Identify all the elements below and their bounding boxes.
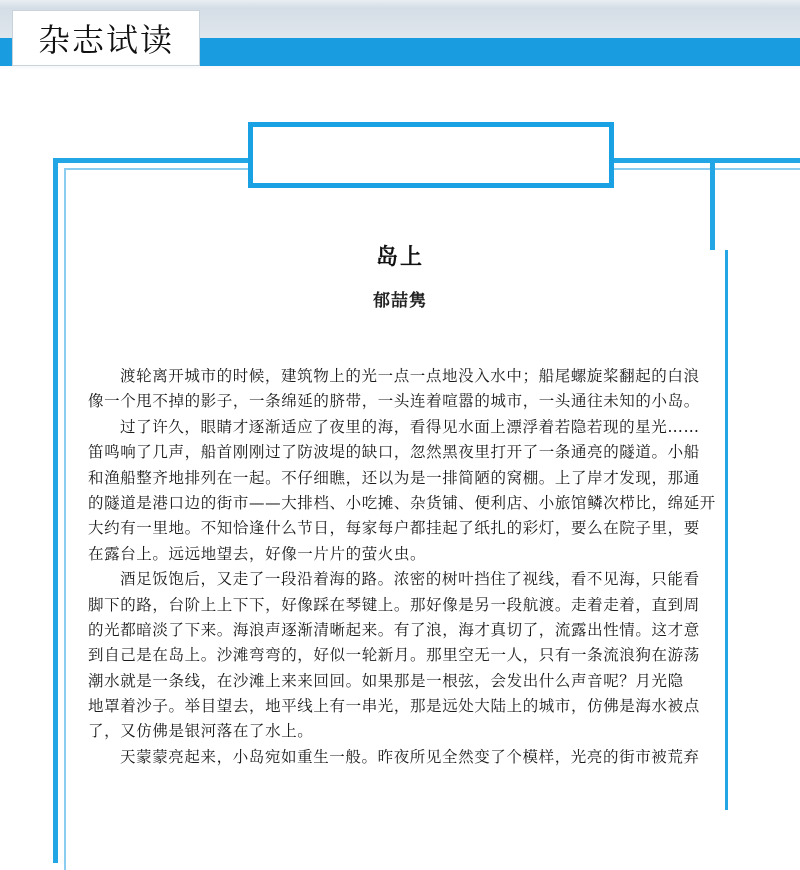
text-line: 笛鸣响了几声，船首刚刚过了防波堤的缺口，忽然黑夜里打开了一条通亮的隧道。小船: [88, 443, 700, 462]
article-author: 郁喆隽: [373, 291, 427, 311]
text-line: 渡轮离开城市的时候，建筑物上的光一点一点地没入水中；船尾螺旋桨翻起的白浪: [120, 367, 700, 385]
text-line: 了，又仿佛是银河落在了水上。: [88, 722, 314, 741]
text-line: 地罩着沙子。举目望去，地平线上有一串光，那是远处大陆上的城市，仿佛是海水被点: [88, 697, 700, 716]
text-line: 大约有一里地。不知恰逢什么节日，每家每户都挂起了纸扎的彩灯，要么在院子里，要: [88, 519, 700, 538]
text-line: 的隧道是港口边的街市——大排档、小吃摊、杂货铺、便利店、小旅馆鳞次栉比，绵延开: [88, 493, 716, 512]
text-line: 像一个甩不掉的影子，一条绵延的脐带，一头连着喧嚣的城市，一头通往未知的小岛。: [88, 392, 700, 411]
text-line: 过了许久，眼睛才逐渐适应了夜里的海，看得见水面上漂浮着若隐若现的星光……: [120, 417, 700, 436]
article-body: [88, 364, 728, 800]
text-line: 的光都暗淡了下来。海浪声逐渐清晰起来。有了浪，海才真切了，流露出性情。这才意: [88, 620, 700, 639]
text-line: 天蒙蒙亮起来，小岛宛如重生一般。昨夜所见全然变了个模样，光亮的街市被荒弃: [120, 747, 700, 766]
article-title: 岛上: [375, 244, 424, 270]
title-box: [248, 122, 614, 188]
text-line: 在露台上。远远地望去，好像一片片的萤火虫。: [88, 544, 427, 563]
section-badge: 杂志试读: [12, 10, 200, 66]
text-line: 酒足饭饱后，又走了一段沿着海的路。浓密的树叶挡住了视线，看不见海，只能看: [120, 570, 700, 589]
text-line: 脚下的路，台阶上上下下，好像踩在琴键上。那好像是另一段航渡。走着走着，直到周: [88, 595, 700, 614]
page-frame-right-edge: [710, 158, 715, 250]
text-line: 潮水就是一条线，在沙滩上来来回回。如果那是一根弦，会发出什么声音呢？月光隐: [88, 671, 684, 690]
text-line: 和渔船整齐地排列在一起。不仔细瞧，还以为是一排简陋的窝棚。上了岸才发现，那通: [88, 468, 700, 487]
text-line: 到自己是在岛上。沙滩弯弯的，好似一轮新月。那里空无一人，只有一条流浪狗在游荡: [88, 646, 700, 665]
